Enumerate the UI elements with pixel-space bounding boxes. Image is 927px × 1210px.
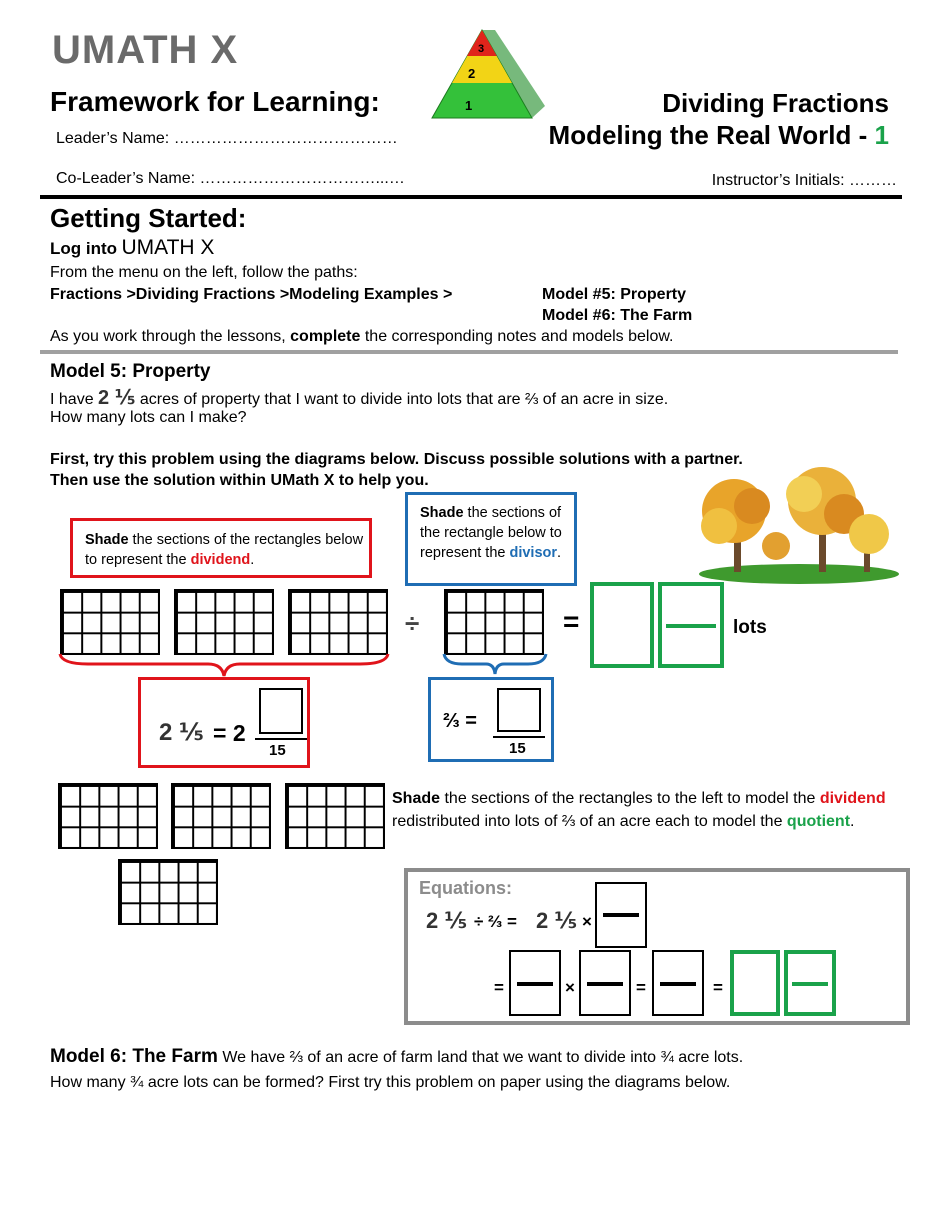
divisor-brace: [442, 652, 548, 678]
answer-whole-box[interactable]: [590, 582, 654, 668]
leader-name-field[interactable]: Leader’s Name: ……………………………………: [56, 130, 398, 147]
divisor-eq-left: ⅔ =: [443, 710, 477, 732]
framework-title: Framework for Learning:: [50, 86, 380, 117]
divisor-instruction-text: Shade the sections of the rectangle below to represent the divisor.: [420, 505, 562, 561]
quotient-grid[interactable]: [58, 783, 158, 849]
header-divider: [40, 195, 902, 199]
model6-path: Model #6: The Farm: [542, 307, 693, 324]
equations-label: Equations:: [419, 878, 512, 898]
model5-heading: Model 5: Property: [50, 361, 211, 382]
menu-path: Fractions >Dividing Fractions >Modeling Examples >: [50, 286, 453, 303]
redistribute-text-3: the: [760, 813, 783, 830]
model6-line2: How many ¾ acre lots can be formed? First try this problem on paper using the diagrams below.: [50, 1074, 731, 1091]
dividend-keyword: dividend: [190, 552, 251, 568]
shade-bold: Shade: [85, 532, 129, 548]
problem-prefix: I have: [50, 391, 94, 408]
final-fraction-bar: [792, 982, 828, 986]
equals-sign: =: [713, 978, 723, 997]
equals-sign: =: [636, 978, 646, 997]
login-line: [50, 236, 214, 260]
shade-text: the sections of the rectangle below to represent the: [420, 505, 562, 561]
dividend-grid[interactable]: [288, 589, 388, 655]
model5-path: Model #5: Property: [542, 286, 687, 303]
fraction-bar: [587, 982, 623, 986]
first-try-line1: First, try this problem using the diagrams below. Discuss possible solutions with a partner.: [50, 451, 743, 468]
quotient-keyword: quotient: [786, 813, 851, 830]
quotient-grid[interactable]: [285, 783, 385, 849]
eq-line1-a: 2 ⅕: [426, 908, 468, 933]
pyramid-level-3: 3: [478, 43, 485, 55]
dividend-instruction-text: Shade the sections of the rectangles below to represent the dividend.: [85, 532, 364, 568]
dividend-numerator-box[interactable]: [259, 688, 303, 734]
model6-heading: Model 6: The Farm: [50, 1046, 218, 1067]
divide-sign: ÷: [405, 608, 420, 638]
pyramid-level-2: 2: [468, 66, 476, 81]
dividend-keyword: dividend: [819, 790, 886, 807]
final-whole-box[interactable]: [730, 950, 780, 1016]
dividend-denominator: 15: [269, 742, 286, 759]
divisor-keyword: divisor: [509, 545, 558, 561]
pyramid-level-1: 1: [465, 98, 473, 113]
divisor-numerator-box[interactable]: [497, 688, 541, 732]
divisor-denominator: 15: [509, 740, 526, 757]
model5-question: How many lots can I make?: [50, 409, 247, 426]
shade-bold: Shade: [392, 790, 441, 807]
eq-line1-c: 2 ⅕: [536, 908, 578, 933]
model5-problem: [50, 385, 668, 410]
login-app: UMATH X: [121, 236, 215, 259]
fraction-bar: [660, 982, 696, 986]
equals-sign: =: [494, 978, 504, 997]
dividend-instruction-box: [70, 518, 372, 578]
umath-logo: UMATH X: [52, 28, 239, 72]
work-instruction: [50, 328, 674, 346]
dividend-grid[interactable]: [174, 589, 274, 655]
problem-value: 2 ⅕: [98, 387, 136, 409]
doc-subtitle: [549, 120, 889, 151]
eq-line1-b: ÷ ⅔ =: [474, 912, 517, 931]
lots-label: lots: [733, 617, 767, 638]
equations-box: [404, 868, 910, 1025]
fraction-bar: [517, 982, 553, 986]
redistribute-text-1: the sections of the rectangles to the left to model the: [444, 790, 816, 807]
divisor-equation-box: [428, 677, 554, 762]
answer-fraction-bar: [666, 624, 716, 628]
work-bold: complete: [290, 328, 361, 345]
dividend-eq-left: 2 ⅕: [159, 719, 204, 746]
getting-started-heading: Getting Started:: [50, 203, 247, 233]
divisor-instruction-box: [405, 492, 577, 586]
dividend-grid[interactable]: [60, 589, 160, 655]
pyramid-graphic: [420, 28, 545, 123]
equals-sign: =: [563, 606, 580, 637]
shade-bold: Shade: [420, 505, 464, 521]
shade-text: the sections of the rectangles below to represent the: [85, 532, 364, 568]
subtitle-text: Modeling the Real World -: [548, 120, 868, 150]
problem-suffix: acres of property that I want to divide into lots that are ⅔ of an acre in size.: [139, 391, 669, 408]
doc-title: Dividing Fractions: [662, 88, 889, 118]
divisor-grid[interactable]: [444, 589, 544, 655]
fraction-bar: [255, 738, 307, 740]
work-prefix: As you work through the lessons,: [50, 328, 286, 345]
dividend-brace: [58, 652, 390, 680]
first-try-line2: Then use the solution within UMath X to help you.: [50, 472, 429, 489]
dividend-eq-mid: = 2: [213, 720, 246, 746]
quotient-grid[interactable]: [171, 783, 271, 849]
section-divider: [40, 350, 898, 354]
menu-instruction: From the menu on the left, follow the paths:: [50, 264, 358, 281]
level-number: 1: [874, 120, 889, 150]
instructor-initials-field[interactable]: Instructor’s Initials: ………: [711, 172, 897, 189]
coleader-name-field[interactable]: Co-Leader’s Name: ……………………………...…: [56, 170, 405, 187]
fraction-bar: [493, 736, 545, 738]
model6-text-1: We have ⅔ of an acre of farm land that we want to divide into ¾ acre lots.: [222, 1049, 744, 1066]
trees-illustration: [694, 466, 900, 584]
redistribute-instruction: Shade the sections of the rectangles to the left to model the dividend redistributed into lots of ⅔ of an acre each to model the quotient.: [392, 790, 886, 830]
login-prefix: Log into: [50, 239, 118, 258]
quotient-grid[interactable]: [118, 859, 218, 925]
work-suffix: the corresponding notes and models below.: [364, 328, 674, 345]
dividend-equation-box: [138, 677, 310, 768]
redistribute-text-2: redistributed into lots of ⅔ of an acre each to model: [392, 813, 756, 830]
fraction-bar: [603, 913, 639, 917]
times-sign: ×: [582, 912, 592, 931]
times-sign: ×: [565, 978, 575, 997]
model6-line1: [50, 1046, 743, 1068]
